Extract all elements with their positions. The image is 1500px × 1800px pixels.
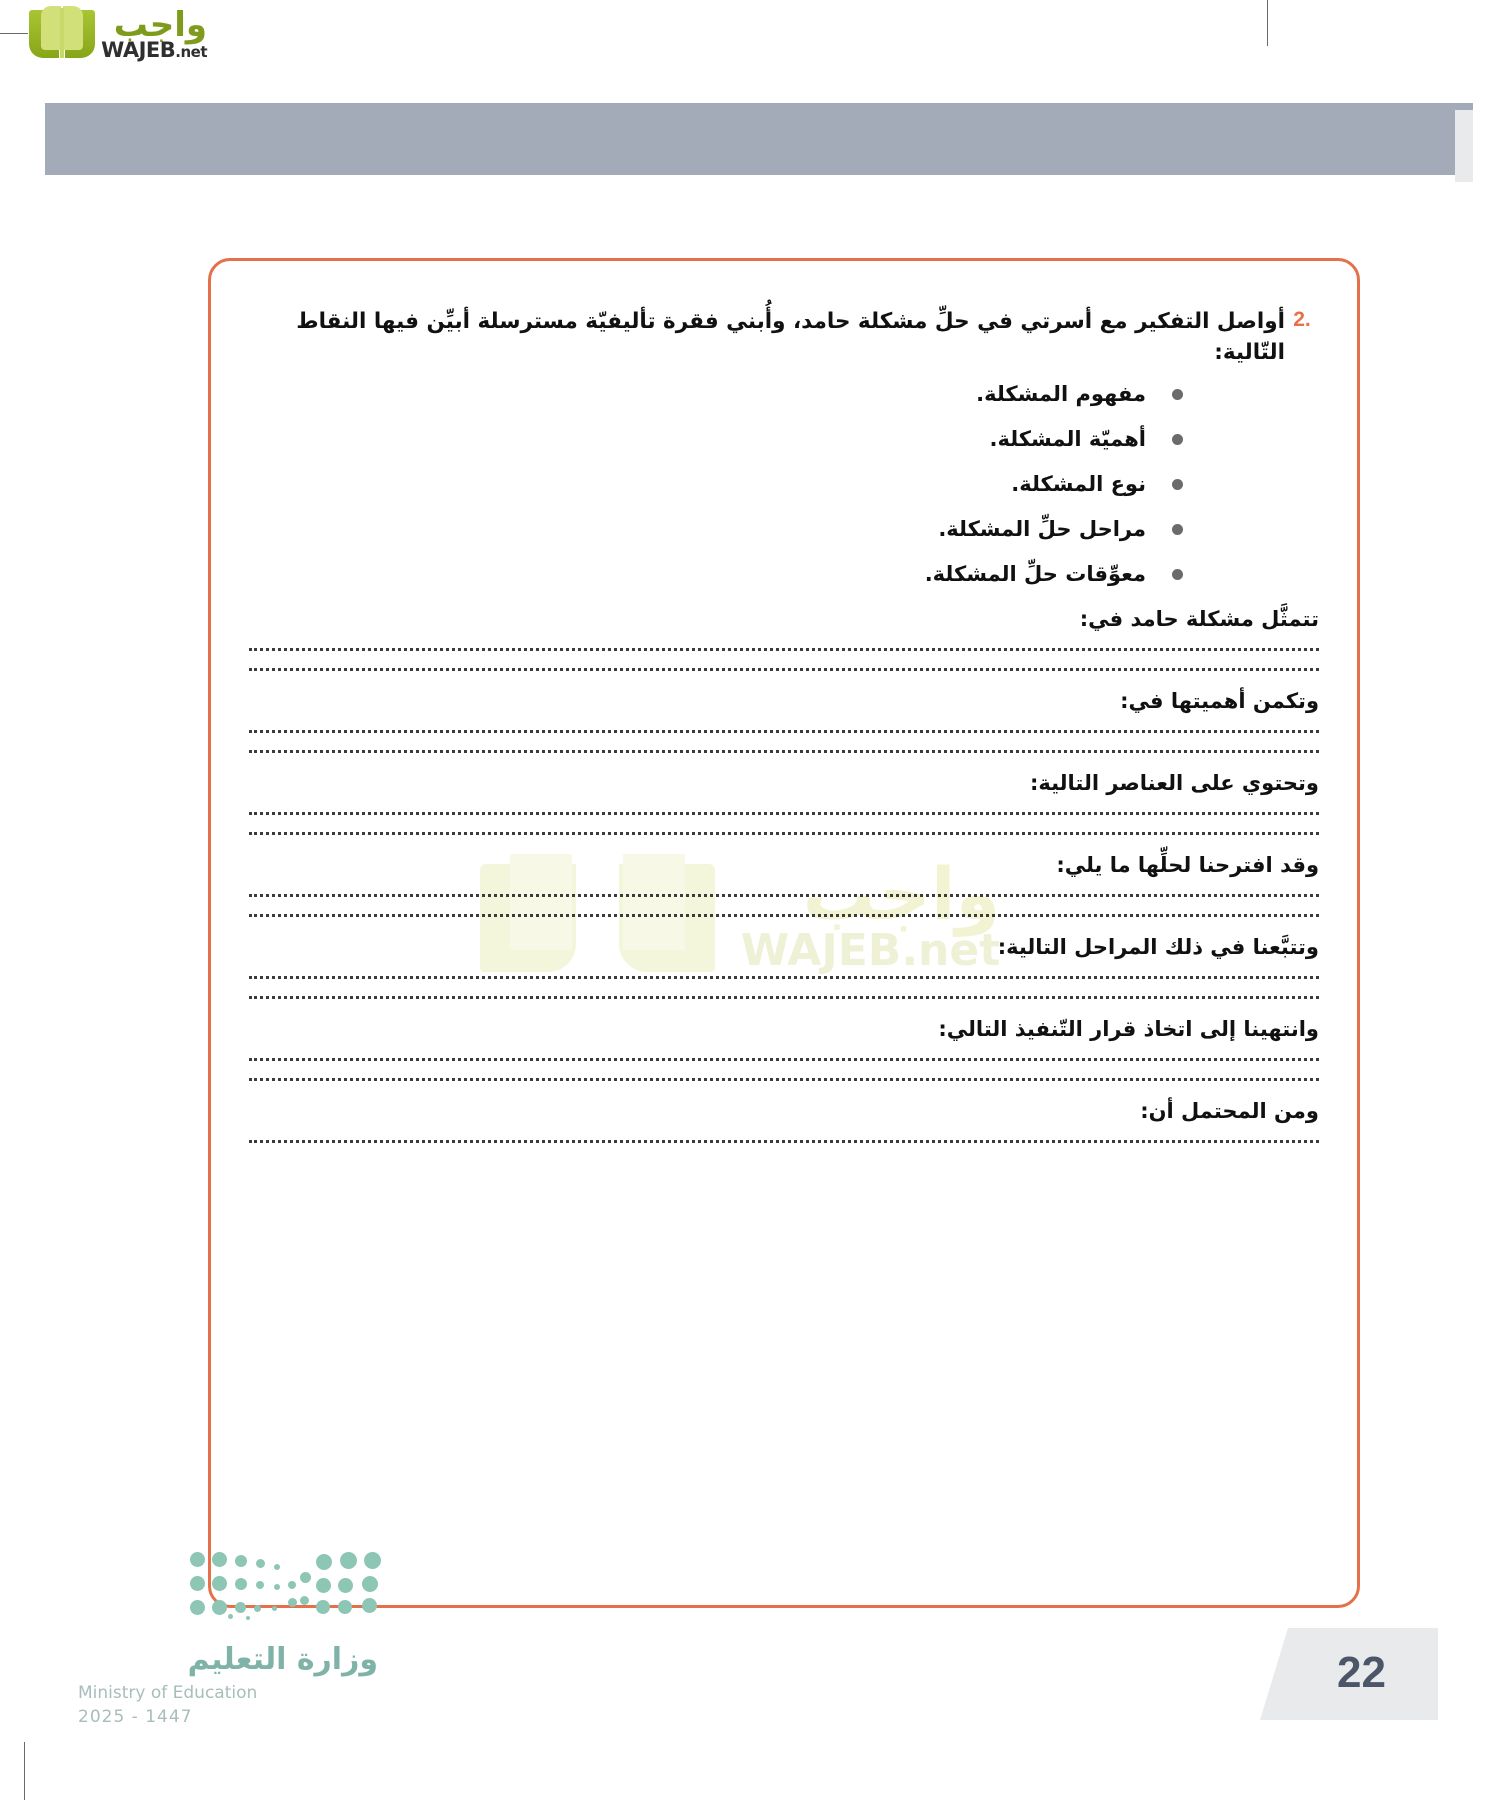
page-number-block bbox=[1260, 1628, 1438, 1720]
open-book-icon bbox=[29, 6, 95, 62]
bullet-dot-icon bbox=[1172, 389, 1183, 400]
wajeb-wordmark bbox=[101, 4, 207, 62]
prompt-label-7: ومن المحتمل أن: bbox=[1140, 1099, 1319, 1124]
crop-mark-bottom-left bbox=[24, 1742, 25, 1800]
bullet-dot-icon bbox=[1172, 569, 1183, 580]
ministry-of-education-logo bbox=[78, 1548, 378, 1727]
answer-line[interactable] bbox=[249, 730, 1319, 733]
ministry-dot-pattern-icon bbox=[188, 1548, 378, 1626]
wajeb-site-logo bbox=[0, 0, 215, 68]
answer-line[interactable] bbox=[249, 894, 1319, 897]
ministry-name-arabic: وزارة التعليم bbox=[187, 1642, 378, 1677]
header-band-shadow bbox=[1455, 110, 1473, 182]
prompt-label-2: وتكمن أهميتها في: bbox=[1120, 689, 1319, 714]
ministry-year: 2025 - 1447 bbox=[78, 1707, 193, 1727]
question-number: 2. bbox=[1293, 308, 1311, 331]
bullet-label: مراحل حلِّ المشكلة. bbox=[938, 517, 1146, 542]
activity-card-content bbox=[215, 266, 1353, 1600]
answer-line[interactable] bbox=[249, 976, 1319, 979]
page-number: 22 bbox=[1337, 1648, 1386, 1697]
bullet-label: مفهوم المشكلة. bbox=[976, 382, 1146, 407]
bullet-label: أهميّة المشكلة. bbox=[989, 427, 1146, 452]
list-item bbox=[249, 472, 1319, 496]
crop-mark-right bbox=[1267, 0, 1268, 46]
list-item bbox=[249, 562, 1319, 586]
watermark-english: WAJEB.net bbox=[740, 924, 1001, 976]
answer-line[interactable] bbox=[249, 648, 1319, 651]
bullet-label: معوِّقات حلِّ المشكلة. bbox=[924, 562, 1146, 587]
list-item bbox=[249, 517, 1319, 541]
ministry-name-english: Ministry of Education bbox=[78, 1683, 258, 1703]
answer-line[interactable] bbox=[249, 1058, 1319, 1061]
question-text: أواصل التفكير مع أسرتي في حلِّ مشكلة حامد، وأُبني فقرة تأليفيّة مسترسلة أبيِّن فيها النقاط التّالية: bbox=[296, 309, 1285, 366]
wajeb-logo-arabic: واجب bbox=[113, 4, 207, 45]
bullet-dot-icon bbox=[1172, 479, 1183, 490]
wajeb-logo-english: WAJEB.net bbox=[101, 37, 207, 62]
bullet-label: نوع المشكلة. bbox=[1011, 472, 1146, 497]
watermark-arabic: واجب bbox=[802, 852, 1001, 937]
answer-line[interactable] bbox=[249, 812, 1319, 815]
page-header-band bbox=[45, 103, 1473, 175]
question-bullet-list bbox=[249, 382, 1319, 586]
list-item bbox=[249, 382, 1319, 406]
question-row bbox=[249, 306, 1319, 368]
prompt-label-1: تتمثَّل مشكلة حامد في: bbox=[1079, 607, 1319, 632]
prompt-label-3: وتحتوي على العناصر التالية: bbox=[1029, 771, 1319, 796]
answer-line[interactable] bbox=[249, 1140, 1319, 1143]
prompt-label-6: وانتهينا إلى اتخاذ قرار التّنفيذ التالي: bbox=[938, 1017, 1319, 1042]
prompt-label-4: وقد افترحنا لحلِّها ما يلي: bbox=[1056, 853, 1319, 878]
list-item bbox=[249, 427, 1319, 451]
crop-mark-left bbox=[0, 33, 28, 34]
bullet-dot-icon bbox=[1172, 524, 1183, 535]
bullet-dot-icon bbox=[1172, 434, 1183, 445]
prompt-label-5: وتتبَّعنا في ذلك المراحل التالية: bbox=[997, 935, 1319, 960]
